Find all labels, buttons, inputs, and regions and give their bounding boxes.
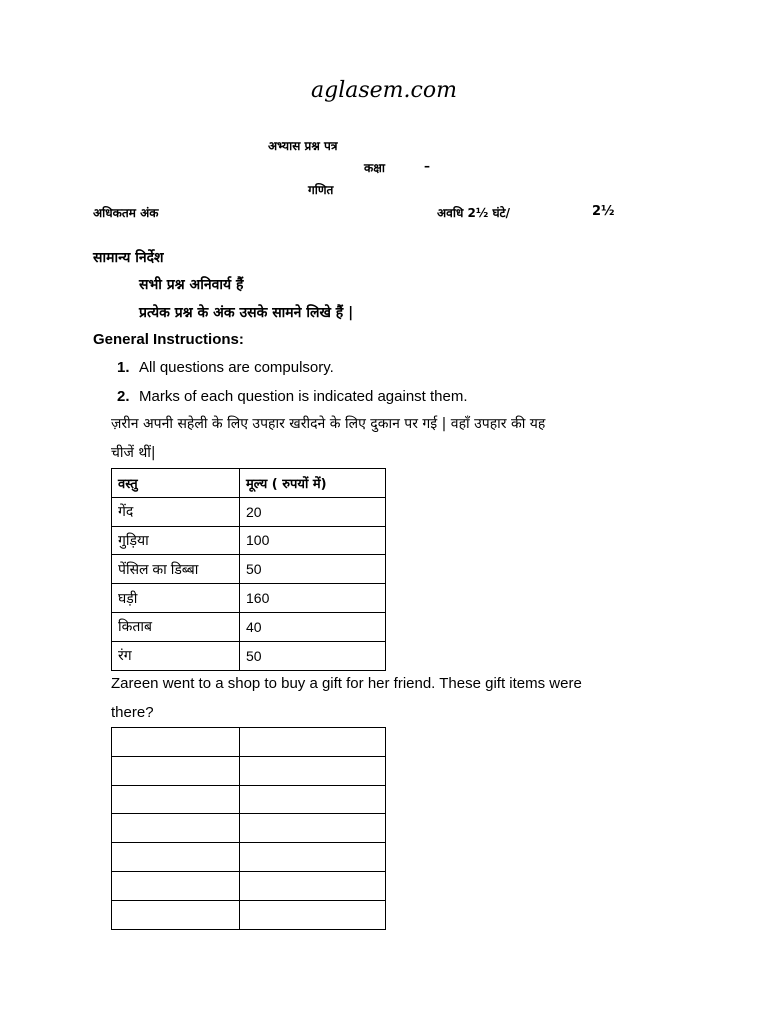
table-cell: घड़ी — [112, 584, 240, 613]
table-cell — [112, 814, 240, 843]
table-cell — [112, 900, 240, 929]
instruction-text: Marks of each question is indicated against them. — [139, 388, 468, 405]
table-row — [112, 756, 386, 785]
table-row — [112, 728, 386, 757]
table-row — [112, 555, 386, 584]
table-row — [112, 612, 386, 641]
table-cell: गेंद — [112, 497, 240, 526]
table-cell — [240, 785, 386, 814]
table-cell: 40 — [240, 612, 386, 641]
table-cell: किताब — [112, 612, 240, 641]
table-cell: 20 — [240, 497, 386, 526]
instruction-number: 2. — [117, 388, 130, 405]
table-header-row — [112, 469, 386, 498]
question-en-line: Zareen went to a shop to buy a gift for her friend. These gift items were — [111, 675, 582, 692]
table-cell — [112, 728, 240, 757]
table-cell — [240, 728, 386, 757]
general-hi-item: प्रत्येक प्रश्न के अंक उसके सामने लिखे हैं | — [139, 305, 354, 321]
price-table-english — [111, 727, 386, 930]
table-row — [112, 814, 386, 843]
table-cell — [240, 871, 386, 900]
table-cell: 50 — [240, 641, 386, 670]
subject: गणित — [308, 183, 334, 197]
price-table-hindi — [111, 468, 386, 671]
question-hi-line: ज़रीन अपनी सहेली के लिए उपहार खरीदने के लिए दुकान पर गई | वहाँ उपहार की यह — [111, 416, 546, 432]
general-hi-heading: सामान्य निर्देश — [93, 250, 164, 266]
table-row — [112, 497, 386, 526]
table-row — [112, 785, 386, 814]
table-cell — [240, 843, 386, 872]
table-row — [112, 526, 386, 555]
table-cell: 100 — [240, 526, 386, 555]
table-cell — [112, 756, 240, 785]
table-cell: पेंसिल का डिब्बा — [112, 555, 240, 584]
table-row — [112, 584, 386, 613]
table-row — [112, 871, 386, 900]
duration-value: 2½ — [592, 204, 615, 219]
class-label: कक्षा — [364, 161, 385, 175]
table-cell: गुड़िया — [112, 526, 240, 555]
table-header-cell: वस्तु — [112, 469, 240, 498]
table-header-cell: मूल्य ( रुपयों में) — [240, 469, 386, 498]
paper-title: अभ्यास प्रश्न पत्र — [268, 139, 338, 153]
table-cell — [112, 785, 240, 814]
instruction-number: 1. — [117, 359, 130, 376]
table-cell — [240, 756, 386, 785]
question-en-line: there? — [111, 704, 154, 721]
table-cell — [240, 814, 386, 843]
table-cell — [112, 843, 240, 872]
table-cell — [112, 871, 240, 900]
table-row — [112, 641, 386, 670]
table-cell: रंग — [112, 641, 240, 670]
question-hi-line: चीजें थीं| — [111, 445, 156, 461]
duration: अवधि 2½ घंटे/ — [437, 206, 510, 220]
table-cell — [240, 900, 386, 929]
table-cell: 50 — [240, 555, 386, 584]
table-row — [112, 843, 386, 872]
general-hi-item: सभी प्रश्न अनिवार्य हैं — [139, 277, 244, 293]
table-row — [112, 900, 386, 929]
brand-title: aglasem.com — [311, 78, 457, 103]
table-cell: 160 — [240, 584, 386, 613]
instruction-text: All questions are compulsory. — [139, 359, 334, 376]
general-en-heading: General Instructions: — [93, 331, 244, 348]
max-marks: अधिकतम अंक — [93, 206, 159, 220]
class-dash: – — [424, 159, 430, 173]
